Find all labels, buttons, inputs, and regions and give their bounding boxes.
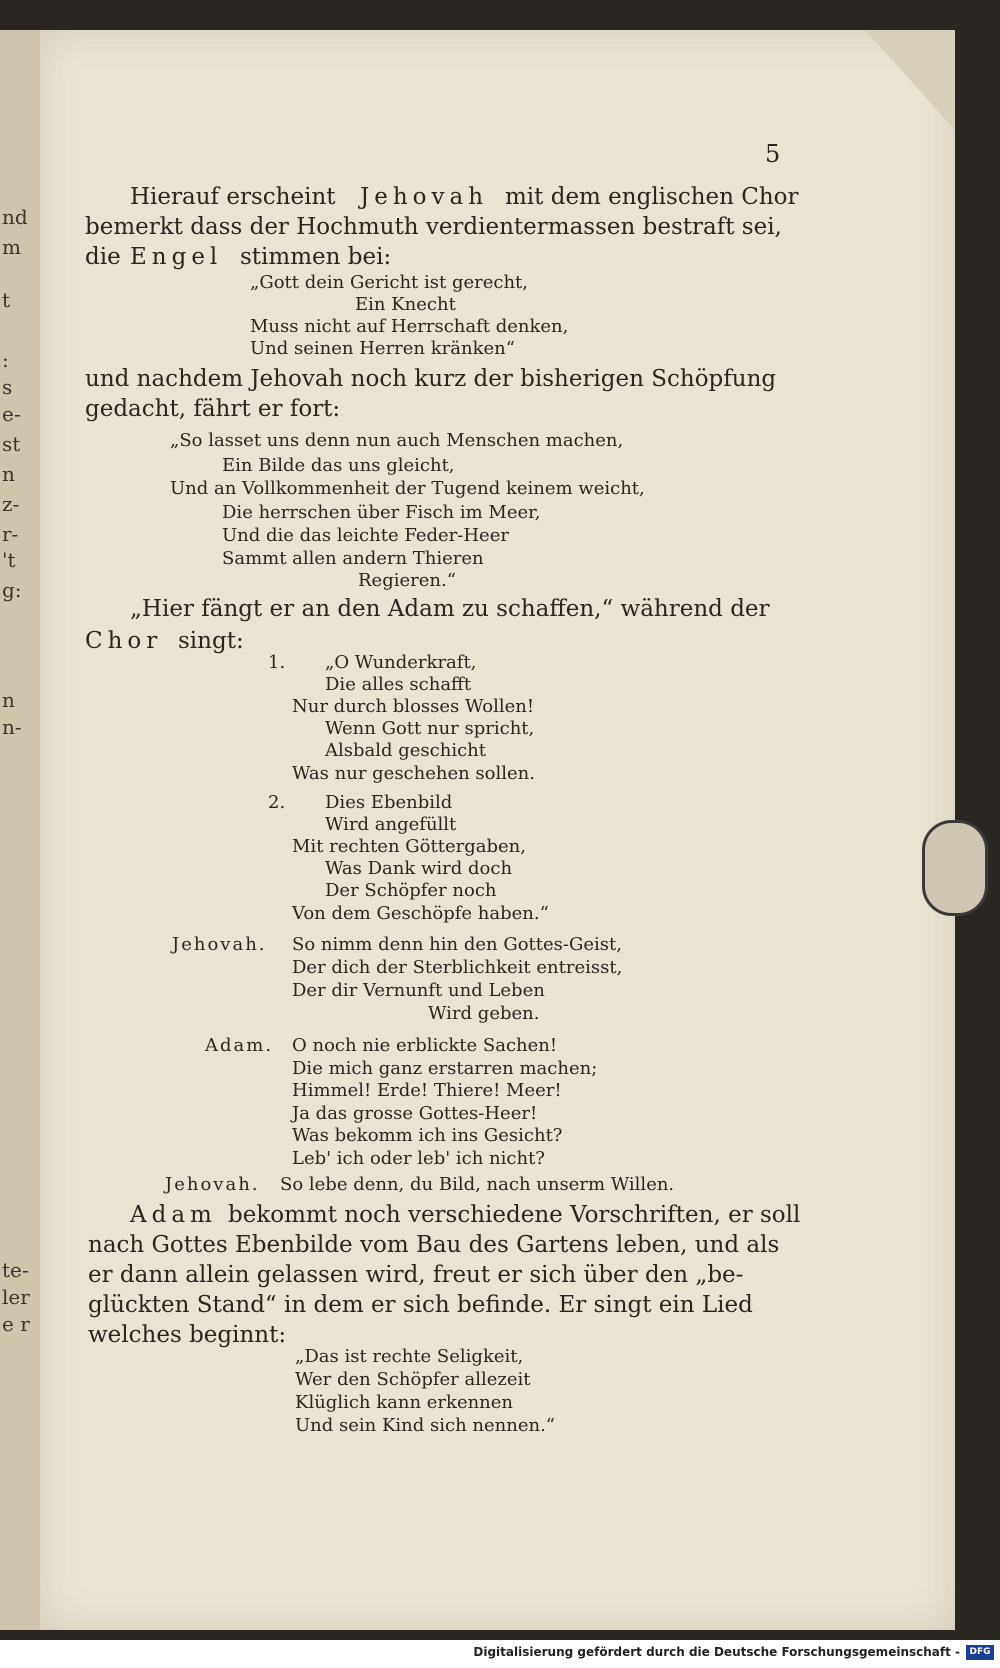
verse-line: Ein Knecht (355, 294, 456, 315)
margin-fragment: z- (2, 492, 20, 516)
spaced-name: Adam (130, 1202, 217, 1228)
verse-line: Mit rechten Göttergaben, (292, 836, 526, 857)
dfg-logo: DFG (966, 1645, 994, 1660)
footer-bar (0, 1640, 1000, 1668)
margin-fragment: ler (2, 1285, 30, 1309)
verse-line: Der Schöpfer noch (325, 880, 497, 901)
verse-line: Ein Bilde das uns gleicht, (222, 455, 455, 476)
page-number: 5 (765, 140, 781, 168)
verse-line: Die herrschen über Fisch im Meer, (222, 502, 541, 523)
margin-fragment: t (2, 288, 11, 312)
footer-credit: Digitalisierung gefördert durch die Deutsche Forschungsgemeinschaft - (473, 1645, 960, 1659)
verse-line: „Gott dein Gericht ist gerecht, (250, 272, 529, 293)
verse-line: Nur durch blosses Wollen! (292, 696, 535, 717)
verse-line: Von dem Geschöpfe haben.“ (292, 903, 549, 924)
verse-line: Und an Vollkommenheit der Tugend keinem weicht, (170, 478, 645, 499)
verse-line: Die alles schafft (325, 674, 472, 695)
margin-fragment: n (2, 688, 15, 712)
verse-line: Was nur geschehen sollen. (292, 763, 535, 784)
text-line: gedacht, fährt er fort: (85, 396, 341, 422)
text-line: bekommt noch verschiedene Vorschriften, er soll (228, 1202, 801, 1228)
margin-fragment: e- (2, 402, 21, 426)
text-line: er dann allein gelassen wird, freut er sich über den „be- (88, 1262, 744, 1288)
speaker-label: Jehovah. (165, 1174, 260, 1195)
margin-fragment: s (2, 375, 13, 399)
verse-line: Dies Ebenbild (325, 792, 453, 813)
margin-fragment: 't (2, 548, 16, 572)
verse-line: Regieren.“ (358, 570, 456, 591)
verse-line: Und die das leichte Feder-Heer (222, 525, 509, 546)
margin-fragment: : (2, 348, 9, 372)
book-page (40, 30, 955, 1630)
stanza-number: 1. (268, 652, 286, 673)
page-corner-fold (865, 30, 955, 130)
verse-line: Leb' ich oder leb' ich nicht? (292, 1148, 545, 1169)
verse-line: Was bekomm ich ins Gesicht? (292, 1125, 563, 1146)
previous-page-edge (0, 30, 42, 1630)
verse-line: Wird geben. (428, 1003, 540, 1024)
margin-fragment: te- (2, 1258, 29, 1282)
text-line: nach Gottes Ebenbilde vom Bau des Gartens leben, und als (88, 1232, 780, 1258)
verse-line: Und seinen Herren kränken“ (250, 338, 515, 359)
page-clip (922, 820, 988, 916)
speaker-label: Adam. (205, 1035, 274, 1056)
verse-line: O noch nie erblickte Sachen! (292, 1035, 558, 1056)
verse-line: Wer den Schöpfer allezeit (295, 1369, 531, 1390)
verse-line: Wenn Gott nur spricht, (325, 718, 535, 739)
verse-line: Himmel! Erde! Thiere! Meer! (292, 1080, 562, 1101)
spaced-name: Jehovah (360, 184, 489, 210)
verse-line: So nimm denn hin den Gottes-Geist, (292, 934, 622, 955)
verse-line: Und sein Kind sich nennen.“ (295, 1415, 555, 1436)
text-line: Hierauf erscheint (130, 184, 336, 210)
margin-fragment: n (2, 462, 15, 486)
verse-line: Ja das grosse Gottes-Heer! (292, 1103, 538, 1124)
verse-line: Die mich ganz erstarren machen; (292, 1058, 598, 1079)
text-line: singt: (178, 628, 244, 654)
margin-fragment: g: (2, 578, 22, 602)
margin-fragment: n- (2, 715, 22, 739)
spaced-name: Chor (85, 628, 163, 654)
verse-line: „So lasset uns denn nun auch Menschen machen, (170, 430, 624, 451)
verse-line: „O Wunderkraft, (325, 652, 477, 673)
verse-line: Alsbald geschicht (325, 740, 486, 761)
margin-fragment: r- (2, 522, 19, 546)
text-line: stimmen bei: (240, 244, 392, 270)
text-line: die (85, 244, 121, 270)
margin-fragment: e r (2, 1312, 30, 1336)
verse-line: Was Dank wird doch (325, 858, 513, 879)
verse-line: „Das ist rechte Seligkeit, (295, 1346, 524, 1367)
margin-fragment: st (2, 432, 21, 456)
verse-line: Der dich der Sterblichkeit entreisst, (292, 957, 623, 978)
verse-line: Muss nicht auf Herrschaft denken, (250, 316, 569, 337)
stanza-number: 2. (268, 792, 286, 813)
text-line: glückten Stand“ in dem er sich befinde. Er singt ein Lied (88, 1292, 753, 1318)
verse-line: Klüglich kann erkennen (295, 1392, 514, 1413)
verse-line: So lebe denn, du Bild, nach unserm Willen. (280, 1174, 675, 1195)
text-line: welches beginnt: (88, 1322, 287, 1348)
text-line: und nachdem Jehovah noch kurz der bisherigen Schöpfung (85, 366, 777, 392)
verse-line: Sammt allen andern Thieren (222, 548, 484, 569)
margin-fragment: nd (2, 205, 28, 229)
verse-line: Der dir Vernunft und Leben (292, 980, 545, 1001)
speaker-label: Jehovah. (172, 934, 267, 955)
margin-fragment: m (2, 235, 21, 259)
text-line: mit dem englischen Chor (505, 184, 799, 210)
spaced-name: Engel (130, 244, 223, 270)
verse-line: Wird angefüllt (325, 814, 457, 835)
text-line: bemerkt dass der Hochmuth verdientermassen bestraft sei, (85, 214, 782, 240)
text-line: „Hier fängt er an den Adam zu schaffen,“ während der (130, 596, 770, 622)
